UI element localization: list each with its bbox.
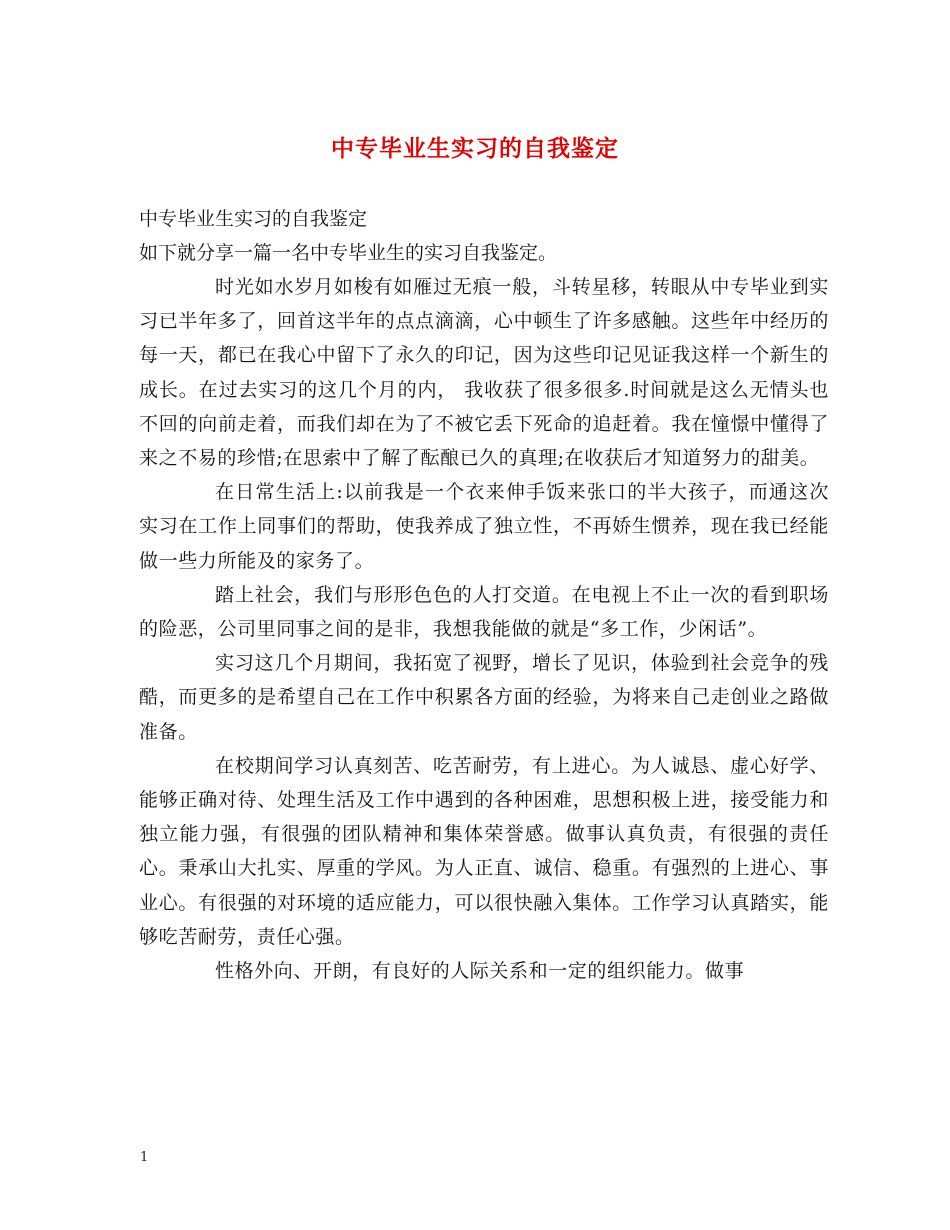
document-title: 中专毕业生实习的自我鉴定: [331, 135, 619, 162]
subtitle-line: 中专毕业生实习的自我鉴定: [139, 208, 368, 230]
paragraph: 在日常生活上:以前我是一个衣来伸手饭来张口的半大孩子，而通这次实习在工作上同事们的帮助，使我养成了独立性，不再娇生惯养，现在我已经能做一些力所能及的家务了。: [139, 481, 829, 572]
document-body: [139, 202, 829, 988]
paragraph: 时光如水岁月如梭有如雁过无痕一般，斗转星移，转眼从中专毕业到实习已半年多了，回首这半年的点点滴滴，心中顿生了许多感触。这些年中经历的每一天，都已在我心中留下了永久的印记，因为这些印记见证我这样一个新生的成长。在过去实习的这几个月的内， 我收获了很多很多.时间就是这么无情头也不回的向前走着，而我们却在为了不被它丢下死命的追赶着。我在憧憬中懂得了来之不易的珍惜;在思索中了解了酝酿已久的真理;在收获后才知道努力的甜美。: [139, 276, 829, 470]
paragraph: 性格外向、开朗，有良好的人际关系和一定的组织能力。做事: [215, 960, 745, 983]
paragraph: 在校期间学习认真刻苦、吃苦耐劳，有上进心。为人诚恳、虚心好学、能够正确对待、处理生活及工作中遇到的各种困难，思想积极上进，接受能力和独立能力强，有很强的团队精神和集体荣誉感。做事认真负责，有很强的责任心。秉承山大扎实、厚重的学风。为人正直、诚信、稳重。有强烈的上进心、事业心。有很强的对环境的适应能力，可以很快融入集体。工作学习认真踏实，能够吃苦耐劳，责任心强。: [139, 754, 829, 948]
intro-line: 如下就分享一篇一名中专毕业生的实习自我鉴定。: [139, 242, 558, 264]
page-number: 1: [140, 1150, 149, 1165]
paragraph: 踏上社会，我们与形形色色的人打交道。在电视上不止一次的看到职场的险恶，公司里同事之间的是非，我想我能做的就是“多工作，少闲话”。: [139, 583, 829, 641]
paragraph: 实习这几个月期间，我拓宽了视野，增长了见识，体验到社会竞争的残酷，而更多的是希望自己在工作中积累各方面的经验，为将来自己走创业之路做准备。: [139, 652, 829, 743]
